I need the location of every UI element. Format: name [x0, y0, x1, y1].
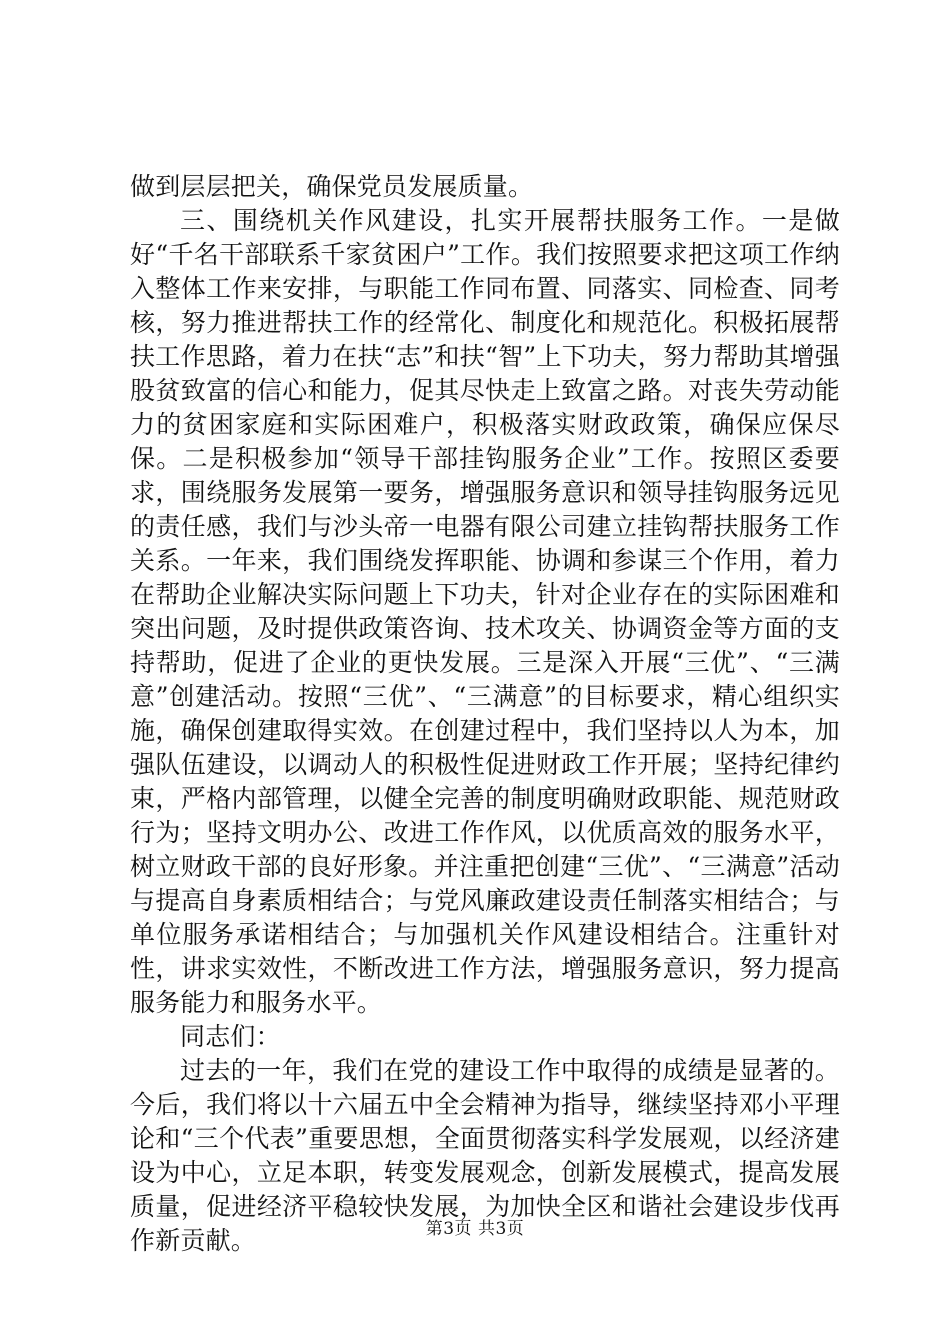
paragraph-section-three: 三、围绕机关作风建设，扎实开展帮扶服务工作。一是做好“千名干部联系千家贫困户”工作。我们按照要求把这项工作纳入整体工作来安排，与职能工作同布置、同落实、同检查、同考核，努力推进帮扶工作的经常化、制度化和规范化。积极拓展帮扶工作思路，着力在扶“志”和扶“智”上下功夫，努力帮助其增强股贫致富的信心和能力，促其尽快走上致富之路。对丧失劳动能力的贫困家庭和实际困难户，积极落实财政政策，确保应保尽保。二是积极参加“领导干部挂钩服务企业”工作。按照区委要求，围绕服务发展第一要务，增强服务意识和领导挂钩服务远见的责任感，我们与沙头帝一电器有限公司建立挂钩帮扶服务工作关系。一年来，我们围绕发挥职能、协调和参谋三个作用，着力在帮助企业解决实际问题上下功夫，针对企业存在的实际困难和突出问题，及时提供政策咨询、技术攻关、协调资金等方面的支持帮助，促进了企业的更快发展。三是深入开展“三优”、“三满意”创建活动。按照“三优”、“三满意”的目标要求，精心组织实施，确保创建取得实效。在创建过程中，我们坚持以人为本，加强队伍建设，以调动人的积极性促进财政工作开展；坚持纪律约束，严格内部管理，以健全完善的制度明确财政职能、规范财政行为；坚持文明办公、改进工作作风，以优质高效的服务水平，树立财政干部的良好形象。并注重把创建“三优”、“三满意”活动与提高自身素质相结合；与党风廉政建设责任制落实相结合；与单位服务承诺相结合；与加强机关作风建设相结合。注重针对性，讲求实效性，不断改进工作方法，增强服务意识，努力提高服务能力和服务水平。 — [130, 206, 840, 1017]
paragraph-continuation: 做到层层把关，确保党员发展质量。 — [130, 172, 534, 201]
paragraph-conclusion: 过去的一年，我们在党的建设工作中取得的成绩是显著的。今后，我们将以十六届五中全会精神为指导，继续坚持邓小平理论和“三个代表”重要思想，全面贯彻落实科学发展观，以经济建设为中心，立足本职，转变发展观念，创新发展模式，提高发展质量，促进经济平稳较快发展，为加快全区和谐社会建设步伐再作新贡献。 — [130, 1056, 840, 1255]
paragraph-salutation: 同志们： — [180, 1022, 281, 1051]
page-number-footer: 第3页 共3页 — [425, 1219, 525, 1239]
document-body — [130, 170, 840, 1258]
